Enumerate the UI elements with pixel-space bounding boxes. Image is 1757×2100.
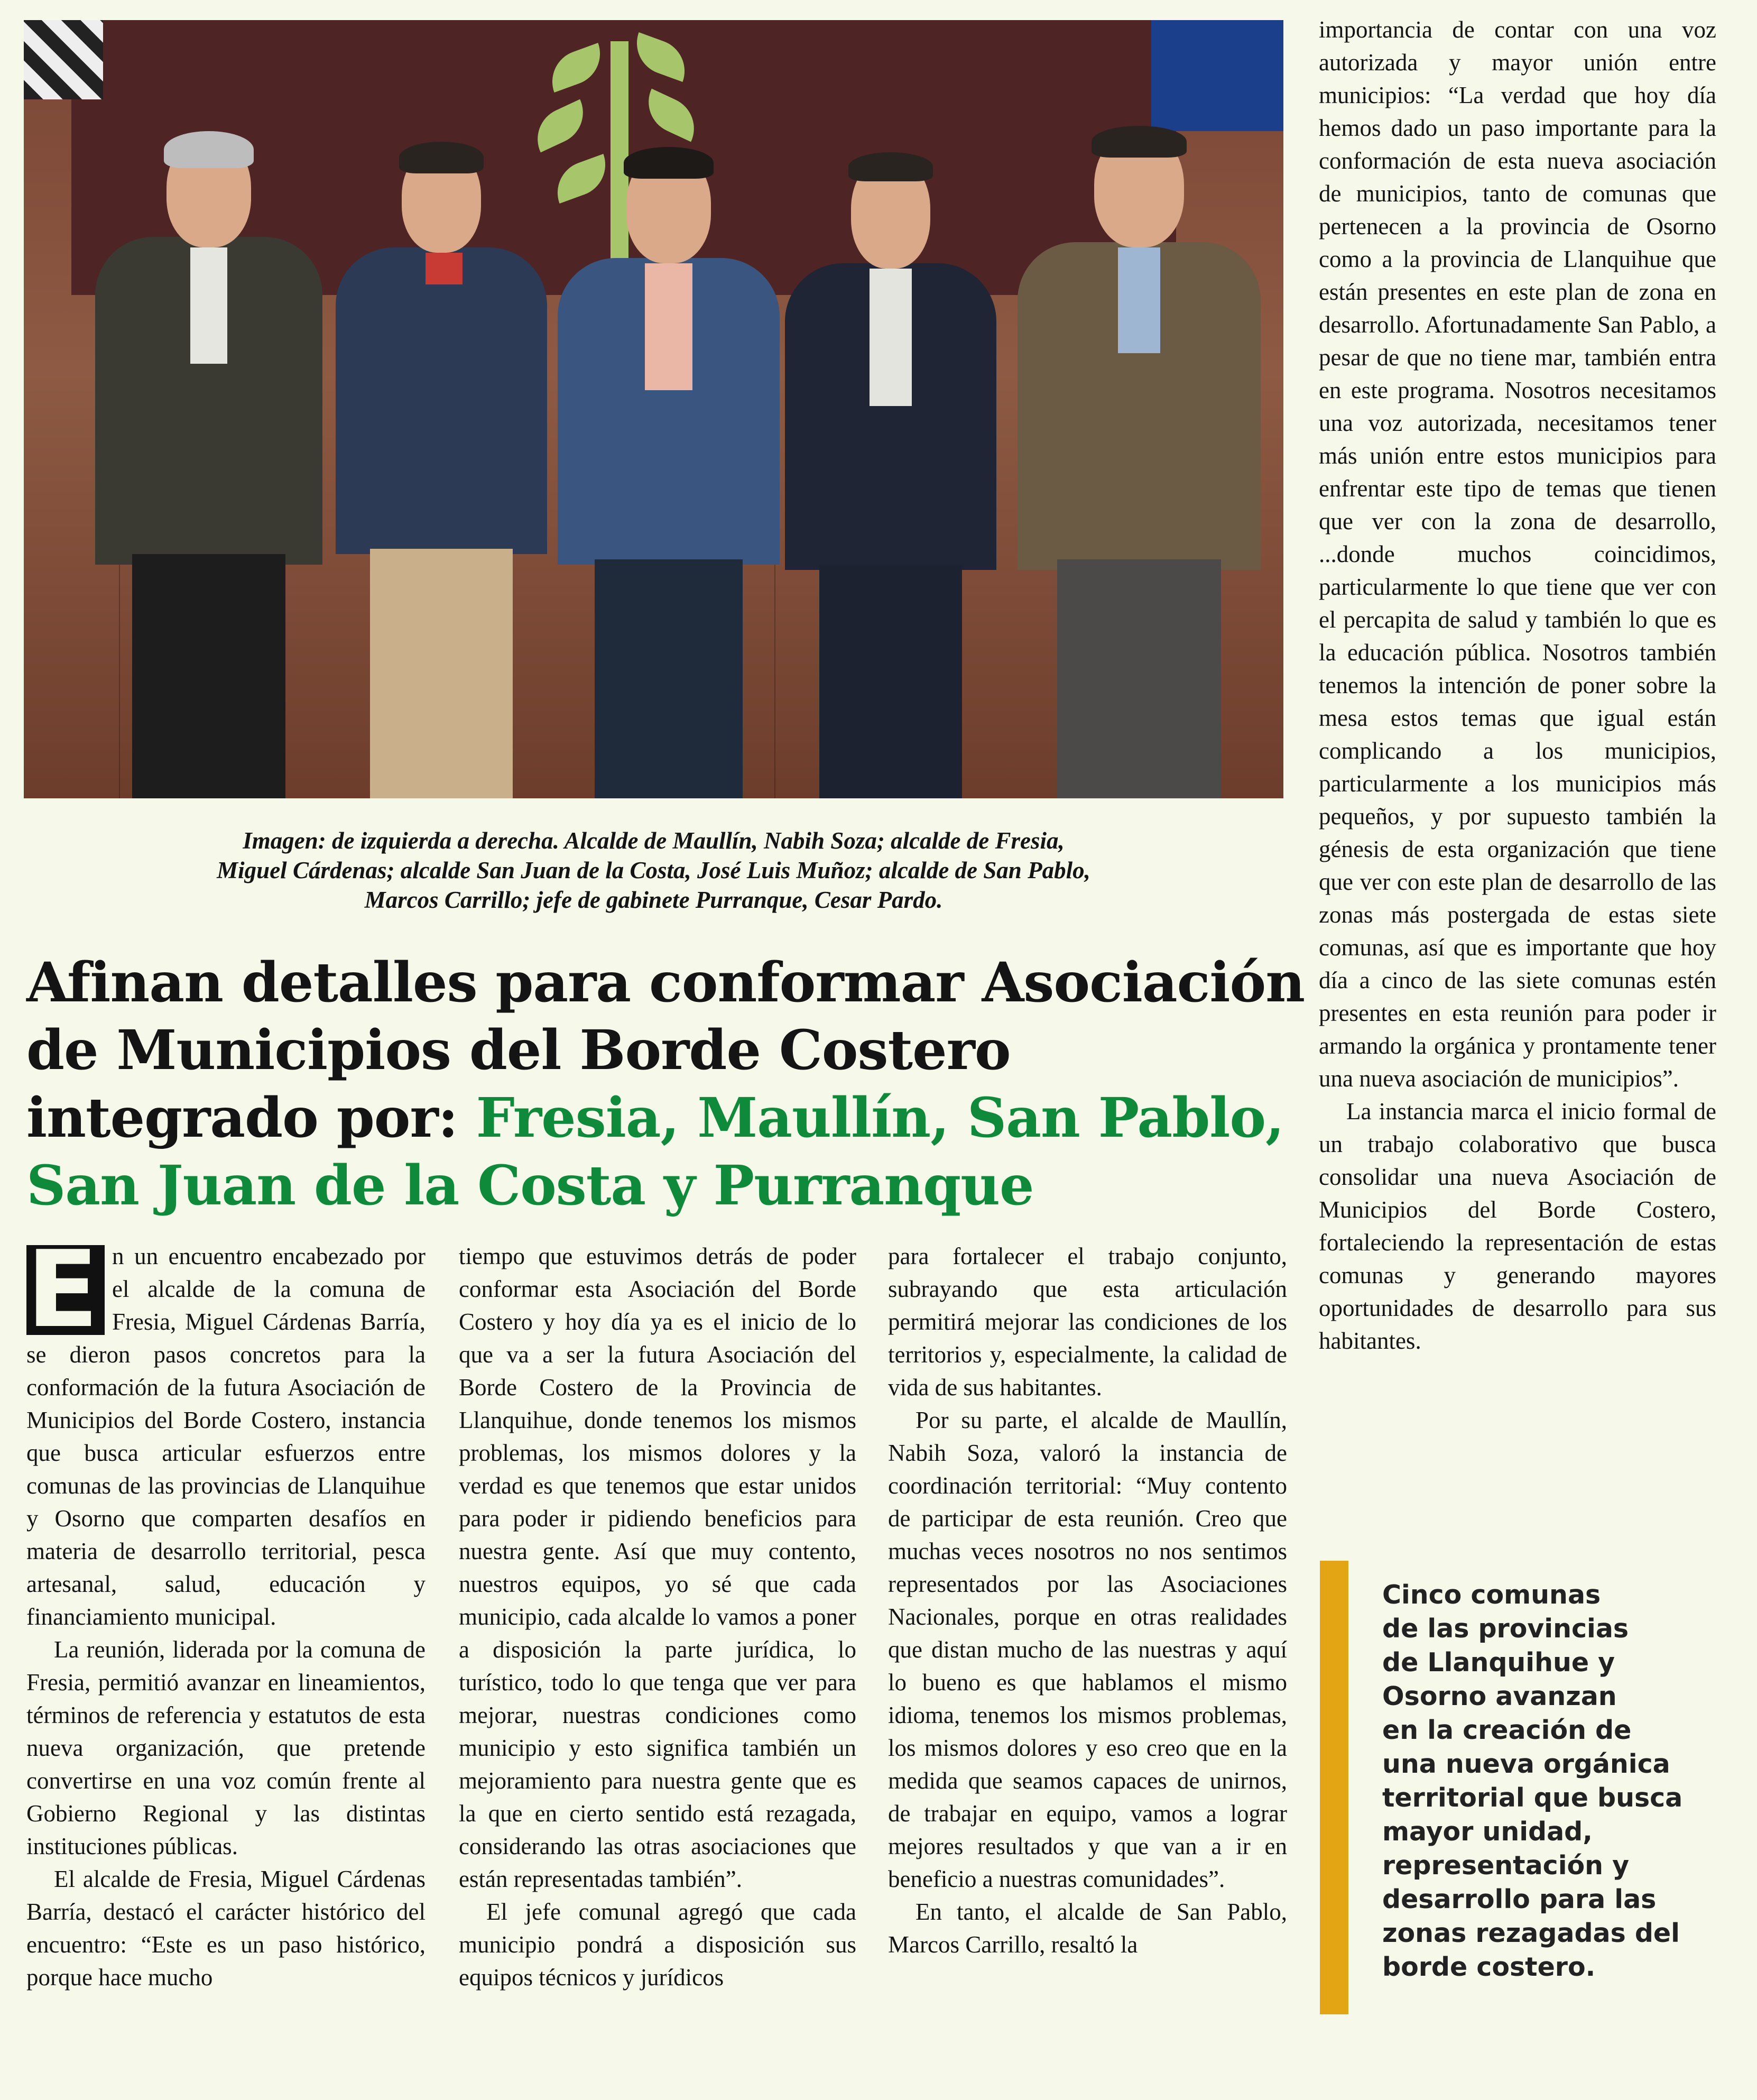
paragraph-text: n un encuentro encabezado por el alcalde de la comuna de Fresia, Miguel Cárdenas Barría, se dieron pasos concretos para la conformación de la futura Asociación de Municipios del Borde Costero, instancia que busca articular esfuerzos entre comunas de las provincias de Llanquihue y Osorno que comparten desafíos en materia de desarrollo territorial, pesca artesanal, salud, educación y financiamiento municipal. <box>26 1243 426 1630</box>
caption-line-3: Marcos Carrillo; jefe de gabinete Purranque, Cesar Pardo. <box>364 887 943 913</box>
caption-line-1: Imagen: de izquierda a derecha. Alcalde de Maullín, Nabih Soza; alcalde de Fresia, <box>243 827 1065 854</box>
pullquote-line: de las provincias <box>1382 1614 1629 1644</box>
headline-line-3 <box>26 1084 1295 1152</box>
article-column-1 <box>26 1228 426 1994</box>
article-photo <box>24 20 1283 798</box>
photo-person-2 <box>336 126 547 798</box>
photo-person-4 <box>785 136 996 798</box>
pullquote-line: desarrollo para las <box>1382 1884 1657 1914</box>
article-paragraph: tiempo que estuvimos detrás de poder conformar esta Asociación del Borde Costero y hoy día ya es el inicio de lo que va a ser la futura Asociación del Borde Costero de la Provincia de Llanquihue, donde tenemos los mismos problemas, los mismos dolores y la verdad es que tenemos que estar unidos para poder ir pidiendo beneficios para nuestra gente. Así que muy contento, nuestros equipos, yo sé que cada municipio, cada alcalde lo vamos a poner a disposición la parte jurídica, lo turístico, todo lo que tenga que ver para mejorar, nuestras condiciones como municipio y esto significa también un mejoramiento para nuestra gente que es la que en cierto sentido está rezagada, considerando las otras asociaciones que están representadas también”. <box>459 1243 856 1892</box>
pullquote-line: de Llanquihue y <box>1382 1647 1615 1678</box>
headline-line-2: de Municipios del Borde Costero <box>26 1018 1011 1082</box>
pullquote-line: territorial que busca <box>1382 1783 1683 1813</box>
article-paragraph: El alcalde de Fresia, Miguel Cárdenas Barría, destacó el carácter histórico del encuentro: “Este es un paso histórico, porque hace mucho <box>26 1866 426 1991</box>
headline <box>26 949 1305 1220</box>
article-paragraph: En tanto, el alcalde de San Pablo, Marcos Carrillo, resaltó la <box>888 1899 1287 1958</box>
photo-flag-left <box>24 20 103 99</box>
headline-line-3-black: integrado por: <box>26 1086 476 1150</box>
pullquote-line: Osorno avanzan <box>1382 1681 1617 1711</box>
article-paragraph: para fortalecer el trabajo conjunto, subrayando que esta articulación permitirá mejorar las condiciones de los territorios y, especialmente, la calidad de vida de sus habitantes. <box>888 1243 1287 1401</box>
article-column-4 <box>1319 13 1716 1357</box>
pullquote-bar <box>1320 1561 1348 2014</box>
article-paragraph: La reunión, liderada por la comuna de Fresia, permitió avanzar en lineamientos, términos de referencia y estatutos de esta nueva organización, que pretende convertirse en una voz común frente al Gobierno Regional y las distintas instituciones públicas. <box>26 1636 426 1859</box>
photo-person-5 <box>1018 110 1261 798</box>
pullquote-line: zonas rezagadas del <box>1382 1918 1680 1948</box>
article-paragraph: La instancia marca el inicio formal de un trabajo colaborativo que busca consolidar una nueva Asociación de Municipios del Borde Costero, fortaleciendo la representación de estas comunas y generando mayores oportunidades de desarrollo para sus habitantes. <box>1319 1098 1716 1354</box>
pullquote-line: una nueva orgánica <box>1382 1749 1670 1779</box>
article-column-2 <box>459 1240 856 1994</box>
headline-line-3-green: Fresia, Maullín, San Pablo, <box>476 1086 1284 1150</box>
caption-line-2: Miguel Cárdenas; alcalde San Juan de la Costa, José Luis Muñoz; alcalde de San Pablo, <box>217 857 1090 883</box>
article-paragraph: El jefe comunal agregó que cada municipio pondrá a disposición sus equipos técnicos y jurídicos <box>459 1899 856 1991</box>
photo-person-3 <box>558 131 780 798</box>
article-paragraph: Por su parte, el alcalde de Maullín, Nabih Soza, valoró la instancia de coordinación territorial: “Muy contento de participar de esta reunión. Creo que muchas veces nosotros no nos sentimos representados por las Asociaciones Nacionales, porque en otras realidades que distan mucho de las nuestras y aquí lo bueno es que hablamos el mismo idioma, tenemos los mismos problemas, los mismos dolores y eso creo que en la medida que seamos capaces de unirnos, de trabajar en equipo, vamos a lograr mejores resultados y que van a ir en beneficio a nuestras comunidades”. <box>888 1407 1287 1892</box>
headline-line-1: Afinan detalles para conformar Asociación <box>26 951 1305 1015</box>
photo-person-1 <box>95 115 322 798</box>
photo-caption <box>24 826 1283 915</box>
article-paragraph <box>26 1228 426 1633</box>
pullquote-line: representación y <box>1382 1850 1630 1881</box>
article-column-3 <box>888 1240 1287 1961</box>
pullquote-line: mayor unidad, <box>1382 1817 1593 1847</box>
pullquote-line: en la creación de <box>1382 1715 1632 1745</box>
headline-line-4: San Juan de la Costa y Purranque <box>26 1154 1034 1218</box>
article-paragraph: importancia de contar con una voz autorizada y mayor unión entre municipios: “La verdad que hoy día hemos dado un paso importante para la conformación de esta nueva asociación de municipios, tanto de comunas que pertenecen a la provincia de Osorno como a la provincia de Llanquihue que están presentes en este plan de zona en desarrollo. Afortunadamente San Pablo, a pesar de que no tiene mar, también entra en este programa. Nosotros necesitamos una voz autorizada, necesitamos tener más unión entre estos municipios para enfrentar este tipo de temas que tienen que ver con la zona de desarrollo, ...donde muchos coincidimos, particularmente lo que tiene que ver con el percapita de salud y también lo que es la educación pública. Nosotros también tenemos la intención de poner sobre la mesa estos temas que igual están complicando a los municipios, particularmente a los municipios más pequeños, y por supuesto también la génesis de esta organización que tiene que ver con este plan de desarrollo de las zonas más postergada de estas siete comunas, así que es importante que hoy día a cinco de las siete comunas estén presentes en esta reunión para poder ir armando la orgánica y prontamente tener una nueva asociación de municipios”. <box>1319 16 1716 1092</box>
pullquote-line: Cinco comunas <box>1382 1580 1601 1610</box>
drop-cap: E <box>26 1245 105 1335</box>
pullquote-line: borde costero. <box>1382 1952 1596 1982</box>
pullquote <box>1382 1578 1721 1984</box>
